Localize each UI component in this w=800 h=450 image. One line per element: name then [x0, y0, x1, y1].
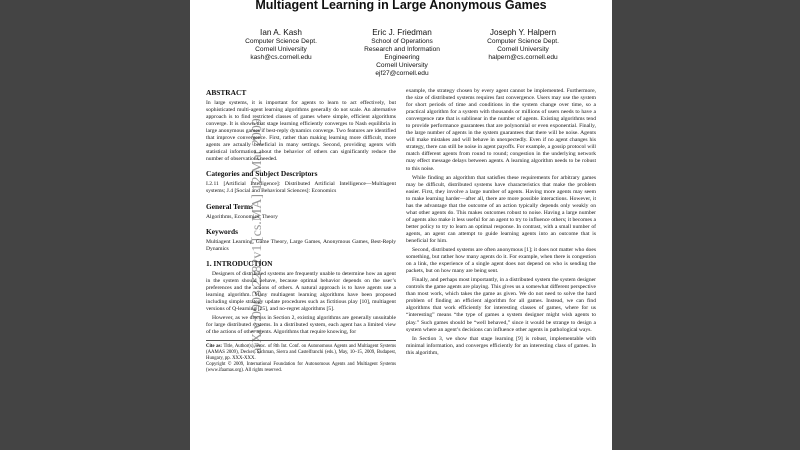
author-affiliation: Research and Information [364, 46, 440, 53]
keywords-text: Multiagent Learning, Game Theory, Large Games, Anonymous Games, Best-Reply Dynamics [206, 238, 396, 252]
author-affiliation: School of Operations [371, 38, 433, 45]
author-affiliation: Cornell University [497, 46, 549, 53]
author-affiliation: Computer Science Dept. [245, 38, 317, 45]
abstract-text: In large systems, it is important for agents to learn to act effectively, but sophisticated multi-agent learning algorithms generally do not scale. An alternative approach is to find restricted classes of games where simple, efficient algorithms converge. It is shown that stage learning efficiently converges to Nash equilibria in large anonymous games if best-reply dynamics converge. Two features are identified that improve convergence. First, rather than making learning more difficult, more agents are actually beneficial in many settings. Second, providing agents with statistical information about the behavior of others can significantly reduce the number of observations needed. [206, 100, 396, 163]
paragraph: While finding an algorithm that satisfies these requirements for arbitrary games may be difficult, distributed systems have characteristics that make the problem easier. First, they involve a large number of agents. Having more agents may seem to make learning harder—after all, there are more possible interactions. However, it has the advantage that the outcome of an action typically depends only weakly on what other agents do. This makes outcomes robust to noise. Having a large number of agents also make it less useful for an agent to try to influence others; it becomes a better policy to try to learn an optimal response. In contrast, with a small number of agents, an agent can attempt to guide learning agents into an outcome that is beneficial for him. [406, 174, 596, 244]
paragraph: Second, distributed systems are often anonymous [1]; it does not matter who does something, but rather how many agents do it. For example, when there is congestion on a link, the experience of a single agent does not depend on who is sending the packets, but on how many are being sent. [406, 247, 596, 275]
paragraph: However, as we discuss in Section 2, existing algorithms are generally unsuitable for large distributed systems. In a distributed system, each agent has a limited view of the actions of other agents. Algorithms that require knowing, for [206, 314, 396, 336]
author-name: Eric J. Friedman [372, 28, 432, 37]
author-affiliation: Engineering [384, 54, 420, 61]
categories-text: I.2.11 [Artificial Intelligence]: Distributed Artificial Intelligence—Multiagent systems; J.4 [Social and Behavioral Sciences]: Economics [206, 181, 396, 195]
cite-label: Cite as: [206, 344, 222, 350]
keywords-heading: Keywords [206, 226, 239, 236]
author-affiliation: Cornell University [255, 46, 307, 53]
paragraph: Finally, and perhaps most importantly, in a distributed system the system designer controls the game agents are playing. This gives us a somewhat different perspective than most work, which takes the game as given. We do not need to solve the hard problem of finding an efficient algorithm for all games. Instead, we can find algorithms that work efficiently for interesting classes of games, where for us “interesting” means “the type of games a system designer might wish agents to play.” Such games should be “well behaved,” since it would be strange to design a system where an agent’s decisions can influence other agents in pathological ways. [406, 277, 596, 333]
author-name: Joseph Y. Halpern [489, 28, 557, 37]
copyright-notice: Copyright © 2009, International Foundation for Autonomous Agents and Multiagent Systems (www.ifaamas.org). All rights reserved. [206, 362, 396, 374]
general-terms-heading: General Terms [206, 201, 254, 211]
cite-text: Title, Author(s), Proc. of 8th Int. Conf. on Autonomous Agents and Multiagent Systems (AAMAS 2009), Decker, Sichman, Sierra and Castelfranchi (eds.), May, 10–15, 2009, Budapest, Hungary, pp. XXX-XXX. [206, 344, 396, 362]
paragraph: In Section 3, we show that stage learning [9] is robust, implementable with minimal information, and converges efficiently for an interesting class of games. In this algorithm, [406, 335, 596, 356]
paper-page [190, 0, 612, 450]
arxiv-identifier: arXiv:0903.2282v1 [cs.MA] 12 Mar 2009 [250, 118, 265, 354]
author-3 [464, 28, 582, 78]
author-email: kash@cs.cornell.edu [250, 54, 312, 61]
right-column [406, 88, 596, 359]
categories-heading: Categories and Subject Descriptors [206, 169, 318, 179]
author-email: ejf27@cornell.edu [375, 70, 429, 77]
paragraph: example, the strategy chosen by every agent cannot be implemented. Furthermore, the size of distributed systems requires fast convergence. Users may use the system for short periods of time and conditions in the system change over time, so a practical algorithm for a system with thousands or millions of users needs to have a convergence rate that is sublinear in the number of agents. Existing algorithms tend to provide performance guarantees that are polynomial or even exponential. Finally, the large number of agents in the system guarantees that there will be noise. Agents will make mistakes and will behave in unexpectedly. Even if no agent changes his strategy, there can still be noise in agent payoffs. For example, a gossip protocol will match different agents from round to round; congestion in the underlying network may effect message delays between agents. A learning algorithm needs to be robust to this noise. [406, 88, 596, 172]
author-affiliation: Cornell University [376, 62, 428, 69]
general-terms-text: Algorithms, Economics, Theory [206, 213, 278, 220]
paper-title: Multiagent Learning in Large Anonymous Games [255, 0, 547, 12]
author-email: halpern@cs.cornell.edu [488, 54, 558, 61]
abstract-heading: ABSTRACT [206, 88, 247, 97]
author-1 [222, 28, 340, 78]
citation-footnote [206, 340, 396, 374]
author-name: Ian A. Kash [260, 28, 302, 37]
introduction-heading: 1. INTRODUCTION [206, 258, 273, 268]
left-column [206, 88, 396, 374]
author-affiliation: Computer Science Dept. [487, 38, 559, 45]
paragraph: Designers of distributed systems are frequently unable to determine how an agent in the system should behave, because optimal behavior depends on the user’s preferences and the actions of others. A natural approach is to have agents use a learning algorithm. Many multiagent learning algorithms have been proposed including simple strategy update procedures such as fictitious play [10], multiagent versions of Q-learning [25], and no-regret algorithms [5]. [206, 270, 396, 312]
author-block [222, 28, 582, 78]
author-2 [343, 28, 461, 78]
